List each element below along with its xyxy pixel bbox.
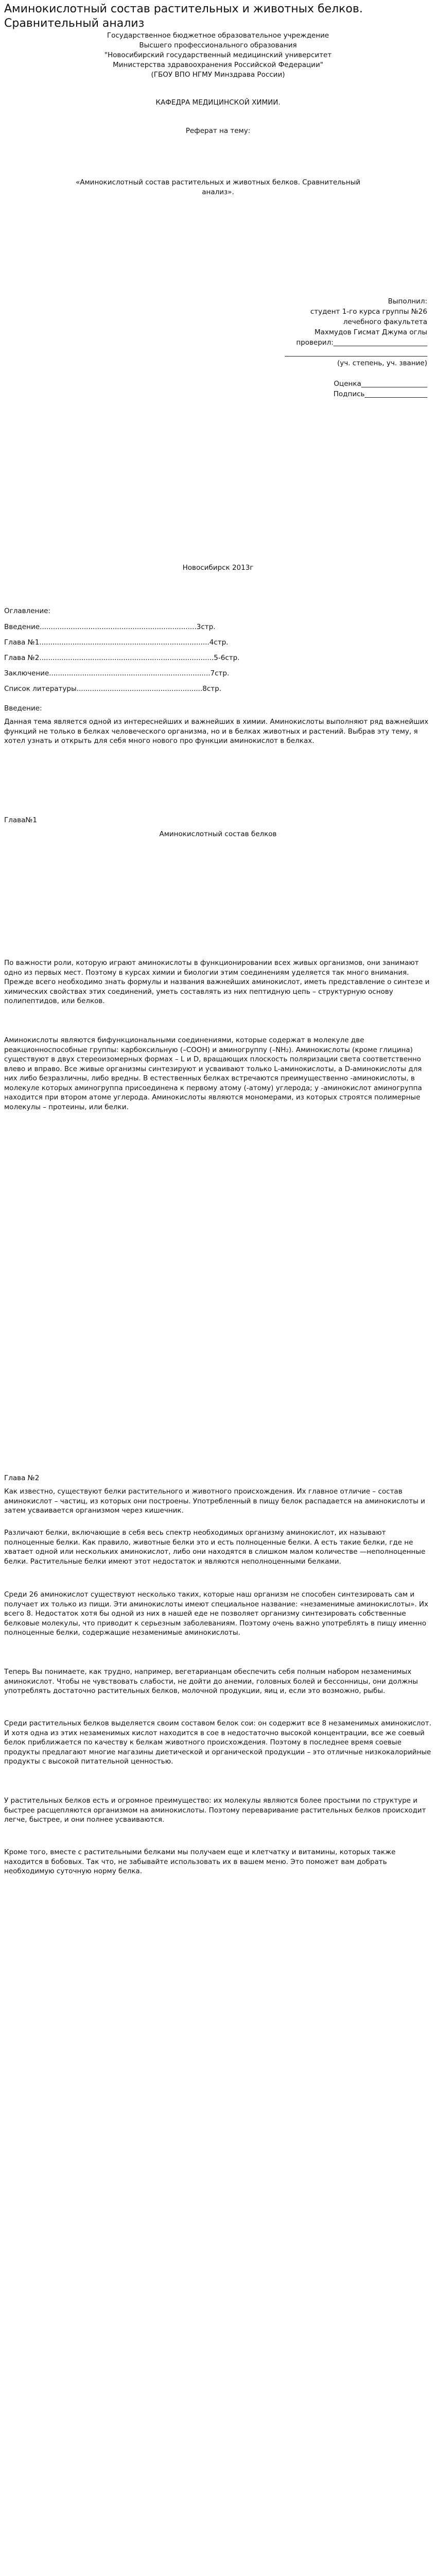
section-heading: Введение: — [4, 704, 42, 713]
signature-line: (уч. степень, уч. звание) — [337, 359, 427, 367]
toc-item: Введение.......................................................................3стр. — [4, 623, 216, 631]
city-year: Новосибирск 2013г — [182, 564, 254, 572]
body-paragraph: Кроме того, вместе с растительными белками мы получаем еще и клетчатку и витамины, которых также находится в бобовых. Так что, не забывайте использовать их в вашем меню. Это поможет вам добрать необходимую суточную норму белка. — [4, 1848, 396, 1875]
toc-heading: Оглавление: — [4, 607, 50, 615]
signature-line: проверил:___________________________ — [296, 338, 427, 347]
header-line: Высшего профессионального образования — [139, 41, 297, 49]
body-paragraph: Теперь Вы понимаете, как трудно, например, вегетарианцам обеспечить себя полным набором незаменимых аминокислот. Чтобы не чувствовать слабости, не дойти до анемии, головных болей и бессонницы, они должны употреблять достаточно растительных белков, молочной продукции, яиц и, если это возможно, рыбы. — [4, 1668, 418, 1695]
header-line: (ГБОУ ВПО НГМУ Минздрава России) — [151, 71, 285, 79]
department-title: КАФЕДРА МЕДИЦИНСКОЙ ХИМИИ. — [155, 98, 281, 107]
signature-line: Подпись__________________ — [333, 390, 427, 398]
body-paragraph: Среди растительных белков выделяется своим составом белок сои: он содержит все 8 незаменимых аминокислот. И хотя одна из этих незаменимых кислот находится в сое в недостаточно высокой концентрации, все же соевый белок приближается по качеству к белкам животного происхождения. Поэтому в последнее время соевые продукты предлагают многие магазины диетической и органической продукции – это отличные низкокалорийные продукты с высокой питательной ценностью. — [4, 1719, 431, 1766]
signature-line: Оценка___________________ — [334, 380, 427, 388]
report-topic: «Аминокислотный состав растительных и животных белков. Сравнительный — [76, 178, 360, 187]
body-paragraph: Аминокислоты являются бифункциональными соединениями, которые содержат в молекуле две реакционноспособные группы: карбоксильную (–COOH) и аминогруппу (–NH₂). Аминокислоты (кроме глицина) существуют в двух стереоизомерных формах – L и D, вращающих плоскость поляризации света соответственно влево и вправо. Все живые организмы синтезируют и усваивают только L-аминокислоты, а D-аминокислоты для них либо безразличны, либо вредны. В естественных белках встречаются преимущественно -аминокислоты, в молекуле которых аминогруппа присоединена к первому атому (-атому) углерода; у -аминокислот аминогруппа находится при втором атоме углерода. Аминокислоты являются мономерами, из которых строятся полимерные молекулы – протеины, или белки. — [4, 1036, 422, 1111]
body-paragraph: По важности роли, которую играют аминокислоты в функционировании всех живых организмов, они занимают одно из первых мест. Поэтому в курсах химии и биологии этим соединениям уделяется так много внимания. Прежде всего необходимо знать формулы и названия важнейших аминокислот, иметь представление о синтезе и химических свойствах этих соединений, уметь составлять из них пептидную цепь – структурную основу полипептидов, или белков. — [4, 959, 430, 1005]
signature-line: студент 1-го курса группы №26 — [310, 308, 427, 316]
signature-block — [226, 296, 427, 399]
toc-item: Глава №1.............................................................................4стр. — [4, 638, 229, 647]
chapter-subtitle: Аминокислотный состав белков — [159, 830, 277, 838]
report-topic: анализ». — [202, 188, 234, 196]
section-heading: Глава№1 — [4, 816, 37, 824]
signature-line: _________________________________________ — [285, 349, 427, 357]
header-line: Министерства здравоохранения Российской Федерации" — [113, 61, 323, 69]
signature-line: лечебного факультета — [343, 318, 427, 326]
header-line: Государственное бюджетное образовательное учреждение — [107, 31, 329, 40]
body-paragraph: Как известно, существуют белки растительного и животного происхождения. Их главное отличие – состав аминокислот – частиц, из которых они построены. Употребленный в пищу белок распадается на аминокислоты и затем усваивается организмом через кишечник. — [4, 1487, 425, 1515]
body-paragraph: У растительных белков есть и огромное преимущество: их молекулы являются более простыми по структуре и быстрее расщепляются организмом на аминокислоты. Поэтому переваривание растительных белков происходит легче, быстрее, и они полнее усваиваются. — [4, 1797, 426, 1824]
toc-item: Заключение.........................................................................7стр. — [4, 669, 230, 677]
signature-line — [226, 368, 427, 379]
report-label: Реферат на тему: — [185, 127, 251, 135]
signature-line: Махмудов Гисмат Джума оглы — [314, 328, 427, 336]
section-heading: Глава №2 — [4, 1474, 40, 1482]
body-paragraph: Среди 26 аминокислот существуют несколько таких, которые наш организм не способен синтезировать сам и получает их только из пищи. Эти аминокислоты имеют специальное название: «незаменимые аминокислоты». Их всего 8. Недостаток хотя бы одной из них в нашей еде не позволяет организму синтезировать собственные белковые молекулы, что приводит к серьезным заболеваниям. Поэтому очень важно употреблять в пищу именно полноценные белки, содержащие незаменимые аминокислоты. — [4, 1590, 428, 1637]
header-line: "Новосибирский государственный медицинский университет — [104, 51, 332, 59]
intro-paragraph: Данная тема является одной из интереснейших и важнейших в химии. Аминокислоты выполняют ряд важнейших функций не только в белках человеческого организма, но и в белках животных и растений. Выбрав эту тему, я хотел узнать и открыть для себя много нового про функции аминокислот в белках. — [4, 718, 429, 745]
toc-item: Глава №2...............................................................................5-6стр. — [4, 654, 240, 662]
document-title: Аминокислотный состав растительных и животных белков. Сравнительный анализ — [4, 3, 363, 30]
body-paragraph: Различают белки, включающие в себя весь спектр необходимых организму аминокислот, их называют полноценные белки. Как правило, животные белки это и есть полноценные белки. А есть такие белки, где не хватает одной или нескольких аминокислот, либо они находятся в слишком малом количестве —неполноценные белки. Растительные белки имеют этот недостаток и являются неполноценными белками. — [4, 1529, 426, 1566]
toc-item: Список литературы.........................................................8стр. — [4, 685, 221, 693]
signature-line: Выполнил: — [388, 297, 427, 306]
